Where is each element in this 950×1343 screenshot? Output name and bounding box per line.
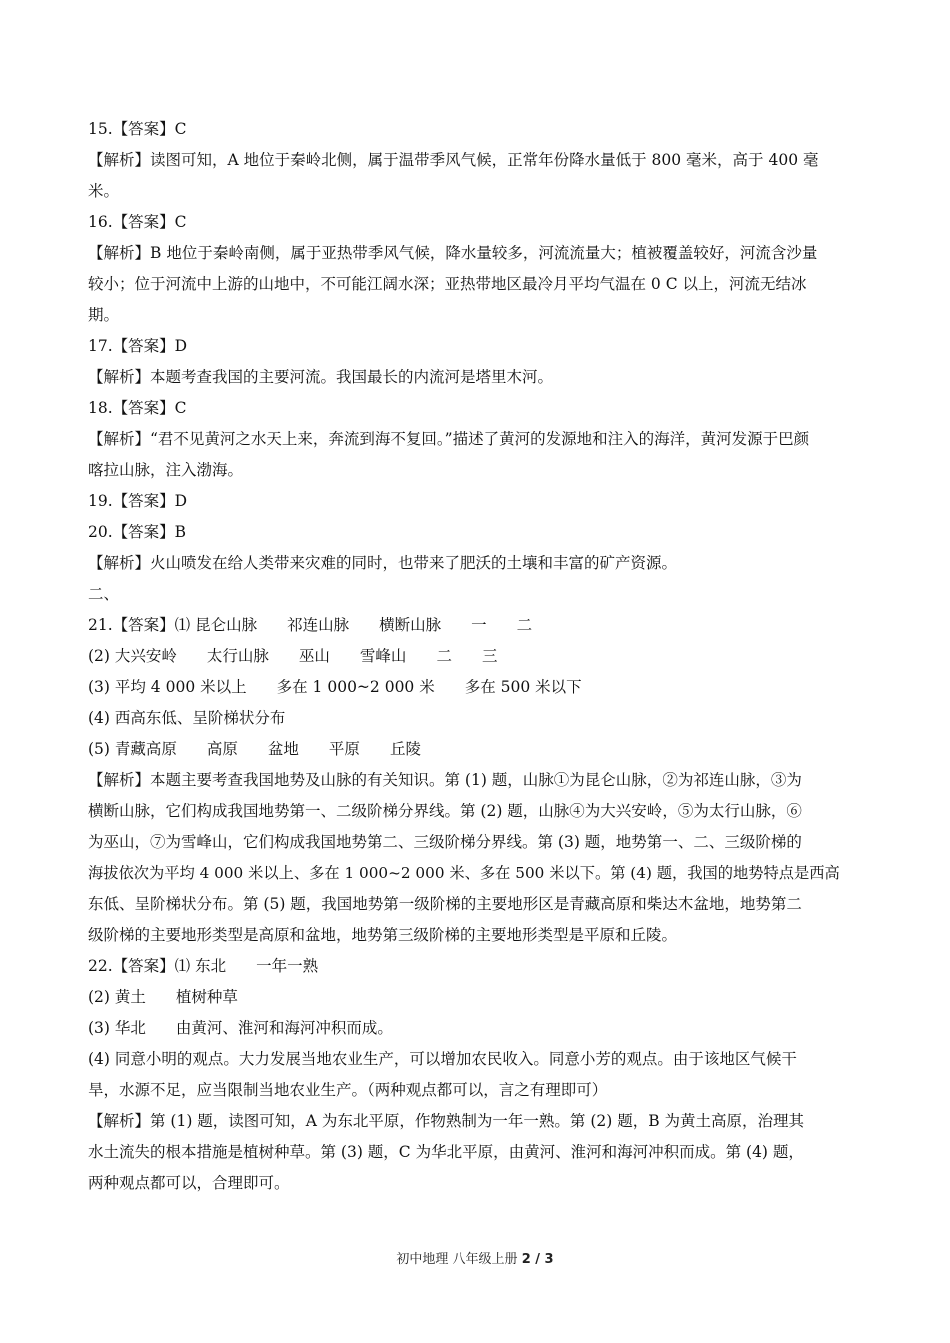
q21-1-c: 横断山脉	[379, 616, 442, 634]
q21-1-d: 一	[471, 616, 487, 634]
q17-answer: 17.【答案】D	[88, 337, 188, 355]
q20-analysis: 【解析】火山喷发在给人类带来灾难的同时，也带来了肥沃的土壤和丰富的矿产资源。	[88, 554, 678, 572]
q22-2-b: 植树种草	[175, 988, 238, 1006]
q16-answer: 16.【答案】C	[88, 213, 187, 231]
q21-2-e: 二	[436, 647, 452, 665]
q22-1-b: 一年一熟	[256, 957, 319, 975]
q18-analysis-line2: 喀拉山脉，注入渤海。	[88, 461, 244, 479]
q21-answer-2	[88, 641, 840, 672]
document-page	[88, 114, 840, 1199]
q16-analysis-line1: 【解析】B 地位于秦岭南侧，属于亚热带季风气候，降水量较多，河流流量大；植被覆盖较好，河流含沙量	[88, 244, 818, 262]
q17-analysis: 【解析】本题考查我国的主要河流。我国最长的内流河是塔里木河。	[88, 368, 554, 386]
q20-answer: 20.【答案】B	[88, 523, 187, 541]
q19-answer: 19.【答案】D	[88, 492, 188, 510]
q16-analysis-line3: 期。	[88, 306, 120, 324]
q22-1-a: 22.【答案】⑴ 东北	[88, 957, 227, 975]
q21-1-a: 21.【答案】⑴ 昆仑山脉	[88, 616, 258, 634]
footer-subject: 初中地理 八年级上册	[396, 1252, 518, 1267]
q21-analysis-line6: 级阶梯的主要地形类型是高原和盆地，地势第三级阶梯的主要地形类型是平原和丘陵。	[88, 926, 678, 944]
q21-1-b: 祁连山脉	[287, 616, 350, 634]
q21-answer-5	[88, 734, 840, 765]
q21-5-a: (5) 青藏高原	[88, 740, 177, 758]
q21-analysis-line2: 横断山脉，它们构成我国地势第一、二级阶梯分界线。第 (2) 题，山脉④为大兴安岭，⑤为太行山脉，⑥	[88, 802, 802, 820]
q21-5-c: 盆地	[267, 740, 299, 758]
q21-analysis-line3: 为巫山，⑦为雪峰山，它们构成我国地势第二、三级阶梯分界线。第 (3) 题，地势第一、二、三级阶梯的	[88, 833, 802, 851]
q21-2-d: 雪峰山	[359, 647, 407, 665]
q21-1-e: 二	[516, 616, 533, 634]
q22-analysis-line3: 两种观点都可以，合理即可。	[88, 1174, 290, 1192]
q22-answer-3	[88, 1013, 840, 1044]
page-footer	[0, 1248, 950, 1267]
q22-answer-4-line1: (4) 同意小明的观点。大力发展当地农业生产，可以增加农民收入。同意小芳的观点。由于该地区气候干	[88, 1050, 797, 1068]
q21-5-e: 丘陵	[389, 740, 421, 758]
q21-2-c: 巫山	[298, 647, 330, 665]
q22-3-a: (3) 华北	[88, 1019, 146, 1037]
q22-answer-1	[88, 951, 840, 982]
q21-5-d: 平原	[328, 740, 360, 758]
q22-2-a: (2) 黄土	[88, 988, 146, 1006]
q21-2-f: 三	[481, 647, 498, 665]
q21-2-b: 太行山脉	[206, 647, 269, 665]
q22-answer-2	[88, 982, 840, 1013]
q21-analysis-line1: 【解析】本题主要考查我国地势及山脉的有关知识。第 (1) 题，山脉①为昆仑山脉，②为祁连山脉，③为	[88, 771, 802, 789]
q21-answer-3	[88, 672, 840, 703]
q21-3-b: 多在 1 000~2 000 米	[276, 678, 435, 696]
q21-answer-4: (4) 西高东低、呈阶梯状分布	[88, 709, 286, 727]
q21-answer-1	[88, 610, 840, 641]
q21-analysis-line5: 东低、呈阶梯状分布。第 (5) 题，我国地势第一级阶梯的主要地形区是青藏高原和柴达木盆地，地势第二	[88, 895, 802, 913]
q15-analysis-line2: 米。	[88, 182, 120, 200]
footer-page-number: 2 / 3	[521, 1252, 554, 1267]
section-two-heading: 二、	[88, 585, 120, 603]
q22-3-b: 由黄河、淮河和海河冲积而成。	[175, 1019, 393, 1037]
q21-5-b: 高原	[206, 740, 238, 758]
q21-3-c: 多在 500 米以下	[464, 678, 582, 696]
q21-analysis-line4: 海拔依次为平均 4 000 米以上、多在 1 000~2 000 米、多在 500 米以下。第 (4) 题，我国的地势特点是西高	[88, 864, 840, 882]
q21-3-a: (3) 平均 4 000 米以上	[88, 678, 247, 696]
q22-answer-4-line2: 旱，水源不足，应当限制当地农业生产。（两种观点都可以，言之有理即可）	[88, 1081, 608, 1099]
q16-analysis-line2: 较小；位于河流中上游的山地中，不可能江阔水深；亚热带地区最冷月平均气温在 0 C 以上，河流无结冰	[88, 275, 807, 293]
q22-analysis-line2: 水土流失的根本措施是植树种草。第 (3) 题，C 为华北平原，由黄河、淮河和海河冲积而成。第 (4) 题，	[88, 1143, 804, 1161]
q18-answer: 18.【答案】C	[88, 399, 187, 417]
q18-analysis-line1: 【解析】“君不见黄河之水天上来，奔流到海不复回。”描述了黄河的发源地和注入的海洋，黄河发源于巴颜	[88, 430, 810, 448]
q15-analysis-line1: 【解析】读图可知，A 地位于秦岭北侧，属于温带季风气候，正常年份降水量低于 800 毫米，高于 400 毫	[88, 151, 819, 169]
q22-analysis-line1: 【解析】第 (1) 题，读图可知，A 为东北平原，作物熟制为一年一熟。第 (2) 题，B 为黄土高原，治理其	[88, 1112, 805, 1130]
q21-2-a: (2) 大兴安岭	[88, 647, 177, 665]
q15-answer: 15.【答案】C	[88, 120, 187, 138]
